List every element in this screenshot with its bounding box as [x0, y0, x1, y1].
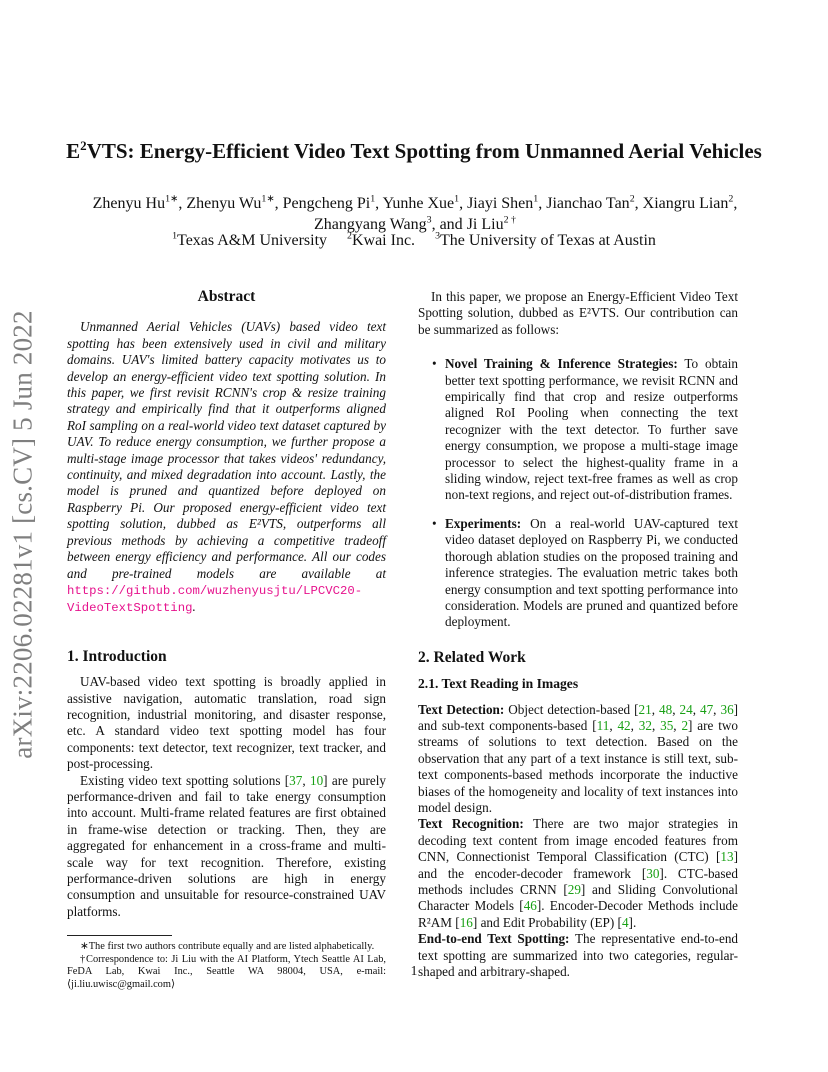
- author-name: Ji Liu: [466, 216, 504, 233]
- citation-link[interactable]: 32: [638, 717, 652, 733]
- author-affiliation-mark: 1∗: [165, 193, 179, 205]
- left-column: [67, 289, 386, 992]
- citation-link[interactable]: 30: [646, 865, 660, 881]
- footnote-1: ∗The first two authors contribute equally and are listed alphabetically.: [80, 941, 375, 953]
- intro-paragraph-2: Existing video text spotting solutions [37, 10] are purely performance-driven and fail to take energy consumption into account. Multi-frame related features are first obtained in frame-wise detection or tracking. Then, they are aggregated for enhancement in a cross-frame and multi-scale way for text recognition. Therefore, existing performance-driven solutions are high in energy consumption and unsuitable for resource-constrained UAV platforms.: [67, 772, 386, 919]
- abstract-heading: Abstract: [197, 288, 256, 305]
- citation-link[interactable]: 42: [617, 717, 631, 733]
- citation-link[interactable]: 35: [660, 717, 674, 733]
- author-affiliation-mark: 3: [426, 214, 432, 226]
- right-column: [418, 289, 738, 980]
- affiliations: [0, 232, 828, 250]
- bullet-icon: •: [432, 356, 437, 372]
- contribution-item: • Experiments: On a real-world UAV-captured text video dataset deployed on Raspberry Pi, we conducted thorough ablation studies on the proposed training and inference strategies. The evaluation metric takes both energy consumption and text spotting performance into consideration. Models are pruned and quantized before deployment.: [432, 515, 738, 630]
- citation-link[interactable]: 37: [289, 772, 303, 788]
- arxiv-stamp: [6, 296, 40, 772]
- code-url-link[interactable]: https://github.com/wuzhenyusjtu/LPCVC20-VideoTextSpotting: [67, 583, 363, 616]
- text-reading-subheading: 2.1. Text Reading in Images: [418, 676, 579, 692]
- citation-link[interactable]: 48: [659, 701, 673, 717]
- footnote-rule: [67, 935, 172, 936]
- author-name: Yunhe Xue: [382, 195, 455, 212]
- intro-continuation: In this paper, we propose an Energy-Efficient Video Text Spotting solution, dubbed as E²VTS. Our contribution can be summarized as follows:: [418, 289, 738, 337]
- intro-heading: 1. Introduction: [67, 647, 167, 665]
- affiliation: $^2$Kwai Inc.: [347, 230, 416, 249]
- author-affiliation-mark: 2 †: [503, 214, 516, 226]
- citation-link[interactable]: 46: [523, 898, 537, 914]
- footnote-2: †Correspondence to: Ji Liu with the AI Platform, Ytech Seattle AI Lab, FeDA Lab, Kwai Inc., Seattle WA 98004, USA, e-mail: ⟨ji.liu.uwisc@gmail.com⟩: [67, 953, 386, 990]
- citation-link[interactable]: 11: [596, 717, 610, 733]
- author-affiliation-mark: 2: [728, 193, 734, 205]
- citation-link[interactable]: 2: [681, 717, 689, 733]
- citation-link[interactable]: 36: [720, 701, 734, 717]
- bullet-icon: •: [432, 515, 437, 531]
- author-name: Xiangru Lian: [642, 195, 729, 212]
- author-name: Jianchao Tan: [546, 195, 630, 212]
- paper-title: $E^2VTS$: Energy-Efficient Video Text Spotting from Unmanned Aerial Vehicles: [66, 138, 762, 163]
- contribution-item: • Novel Training & Inference Strategies: To obtain better text spotting performance, we revisit RCNN and empirically find that crop and resize outperforms aligned RoI Pooling when connecting the text recognizer with the text detector. To further save energy consumption, we propose a multi-stage image processor to select the highest-quality frame in a sliding window, reject text-free frames as well as crop non-text regions, and reject out-of-distribution frames.: [432, 356, 738, 503]
- author-affiliation-mark: 1: [533, 193, 539, 205]
- author-affiliation-mark: 1∗: [261, 193, 275, 205]
- author-name: Jiayi Shen: [467, 195, 534, 212]
- citation-link[interactable]: 29: [567, 882, 581, 897]
- abstract-text: Unmanned Aerial Vehicles (UAVs) based video text spotting has been extensively used in civil and military domains. UAV's limited battery capacity motivates us to develop an energy-efficient video text spotting solution. In this paper, we first revisit RCNN's crop & resize training strategy and empirically find that it outperforms aligned RoI sampling on a real-world video text dataset captured by UAV. To reduce energy consumption, we further propose a multi-stage image processor that takes videos' redundancy, continuity, and mixed degradation into account. Lastly, the model is pruned and quantized before deployed on Raspberry Pi. Our proposed energy-efficient video text spotting solution, dubbed as E²VTS, outperforms all previous methods by achieving a competitive tradeoff between energy efficiency and performance. All our codes and pre-trained models are available at https://github.com/wuzhenyusjtu/LPCVC20-VideoTextSpotting.: [67, 319, 386, 616]
- citation-link[interactable]: 21: [638, 701, 652, 717]
- page-number: 1: [410, 963, 418, 978]
- end-to-end-paragraph: End-to-end Text Spotting: The representative end-to-end text spotting are summarized into two categories, regular-shaped and arbitrary-shaped.: [418, 931, 739, 980]
- author-affiliation-mark: 1: [370, 193, 376, 205]
- author-list: Zhenyu $Hu^{1∗}$, Zhenyu $Wu^{1∗}$, Pengcheng Pi$^1$, Yunhe Xue$^1$, Jiayi Shen$^1$, Jianchao Tan$^2$, Xiangru Lian$^2$, Zhangyang Wang$^3$, and Ji Liu$^{2 \dagger}$: [92, 193, 738, 233]
- author-name: Pengcheng Pi: [282, 195, 371, 212]
- citation-link[interactable]: 24: [679, 701, 693, 717]
- arxiv-id-text: arXiv:2206.02281v1 [cs.CV] 5 Jun 2022: [7, 309, 38, 759]
- citation-link[interactable]: 16: [459, 914, 473, 930]
- citation-link[interactable]: 10: [309, 772, 324, 788]
- text-recognition-paragraph: Text Recognition: There are two major strategies in decoding text content from image encoded features from CNN, Connectionist Temporal Classification (CTC) [13] and the encoder-decoder framework [30]. CTC-based methods includes CRNN [29] and Sliding Convolutional Character Models [46]. Encoder-Decoder Methods include R²AM [16] and Edit Probability (EP) [4].: [418, 816, 738, 930]
- citation-link[interactable]: 4: [621, 914, 629, 930]
- author-name: Zhangyang Wang: [314, 216, 427, 233]
- affiliation: $^3$The University of Texas at Austin: [435, 230, 656, 249]
- citation-link[interactable]: 47: [699, 701, 714, 717]
- author-affiliation-mark: 1: [454, 193, 460, 205]
- citation-link[interactable]: 13: [720, 849, 734, 865]
- intro-paragraph-1: UAV-based video text spotting is broadly applied in assistive navigation, automatic translation, road sign recognition, industrial monitoring, and disaster response, etc. A standard video text spotting model has four components: text detector, text recognizer, text tracker, and post-processing.: [67, 674, 386, 772]
- author-name: Zhenyu Wu: [186, 195, 262, 212]
- text-detection-paragraph: Text Detection: Object detection-based [21, 48, 24, 47, 36] and sub-text components-based [11, 42, 32, 35, 2] are two streams of solutions to text detection. Based on the observation that any part of a text instance is still text, sub-text components-based methods incorporate the inductive biases of the homogeneity and locality of text instances into model design.: [418, 701, 739, 815]
- author-affiliation-mark: 2: [629, 193, 635, 205]
- affiliation: $^1$Texas A&M University: [172, 230, 328, 249]
- author-name: Zhenyu Hu: [92, 195, 166, 212]
- related-work-heading: 2. Related Work: [418, 648, 526, 666]
- contribution-list: [418, 356, 738, 631]
